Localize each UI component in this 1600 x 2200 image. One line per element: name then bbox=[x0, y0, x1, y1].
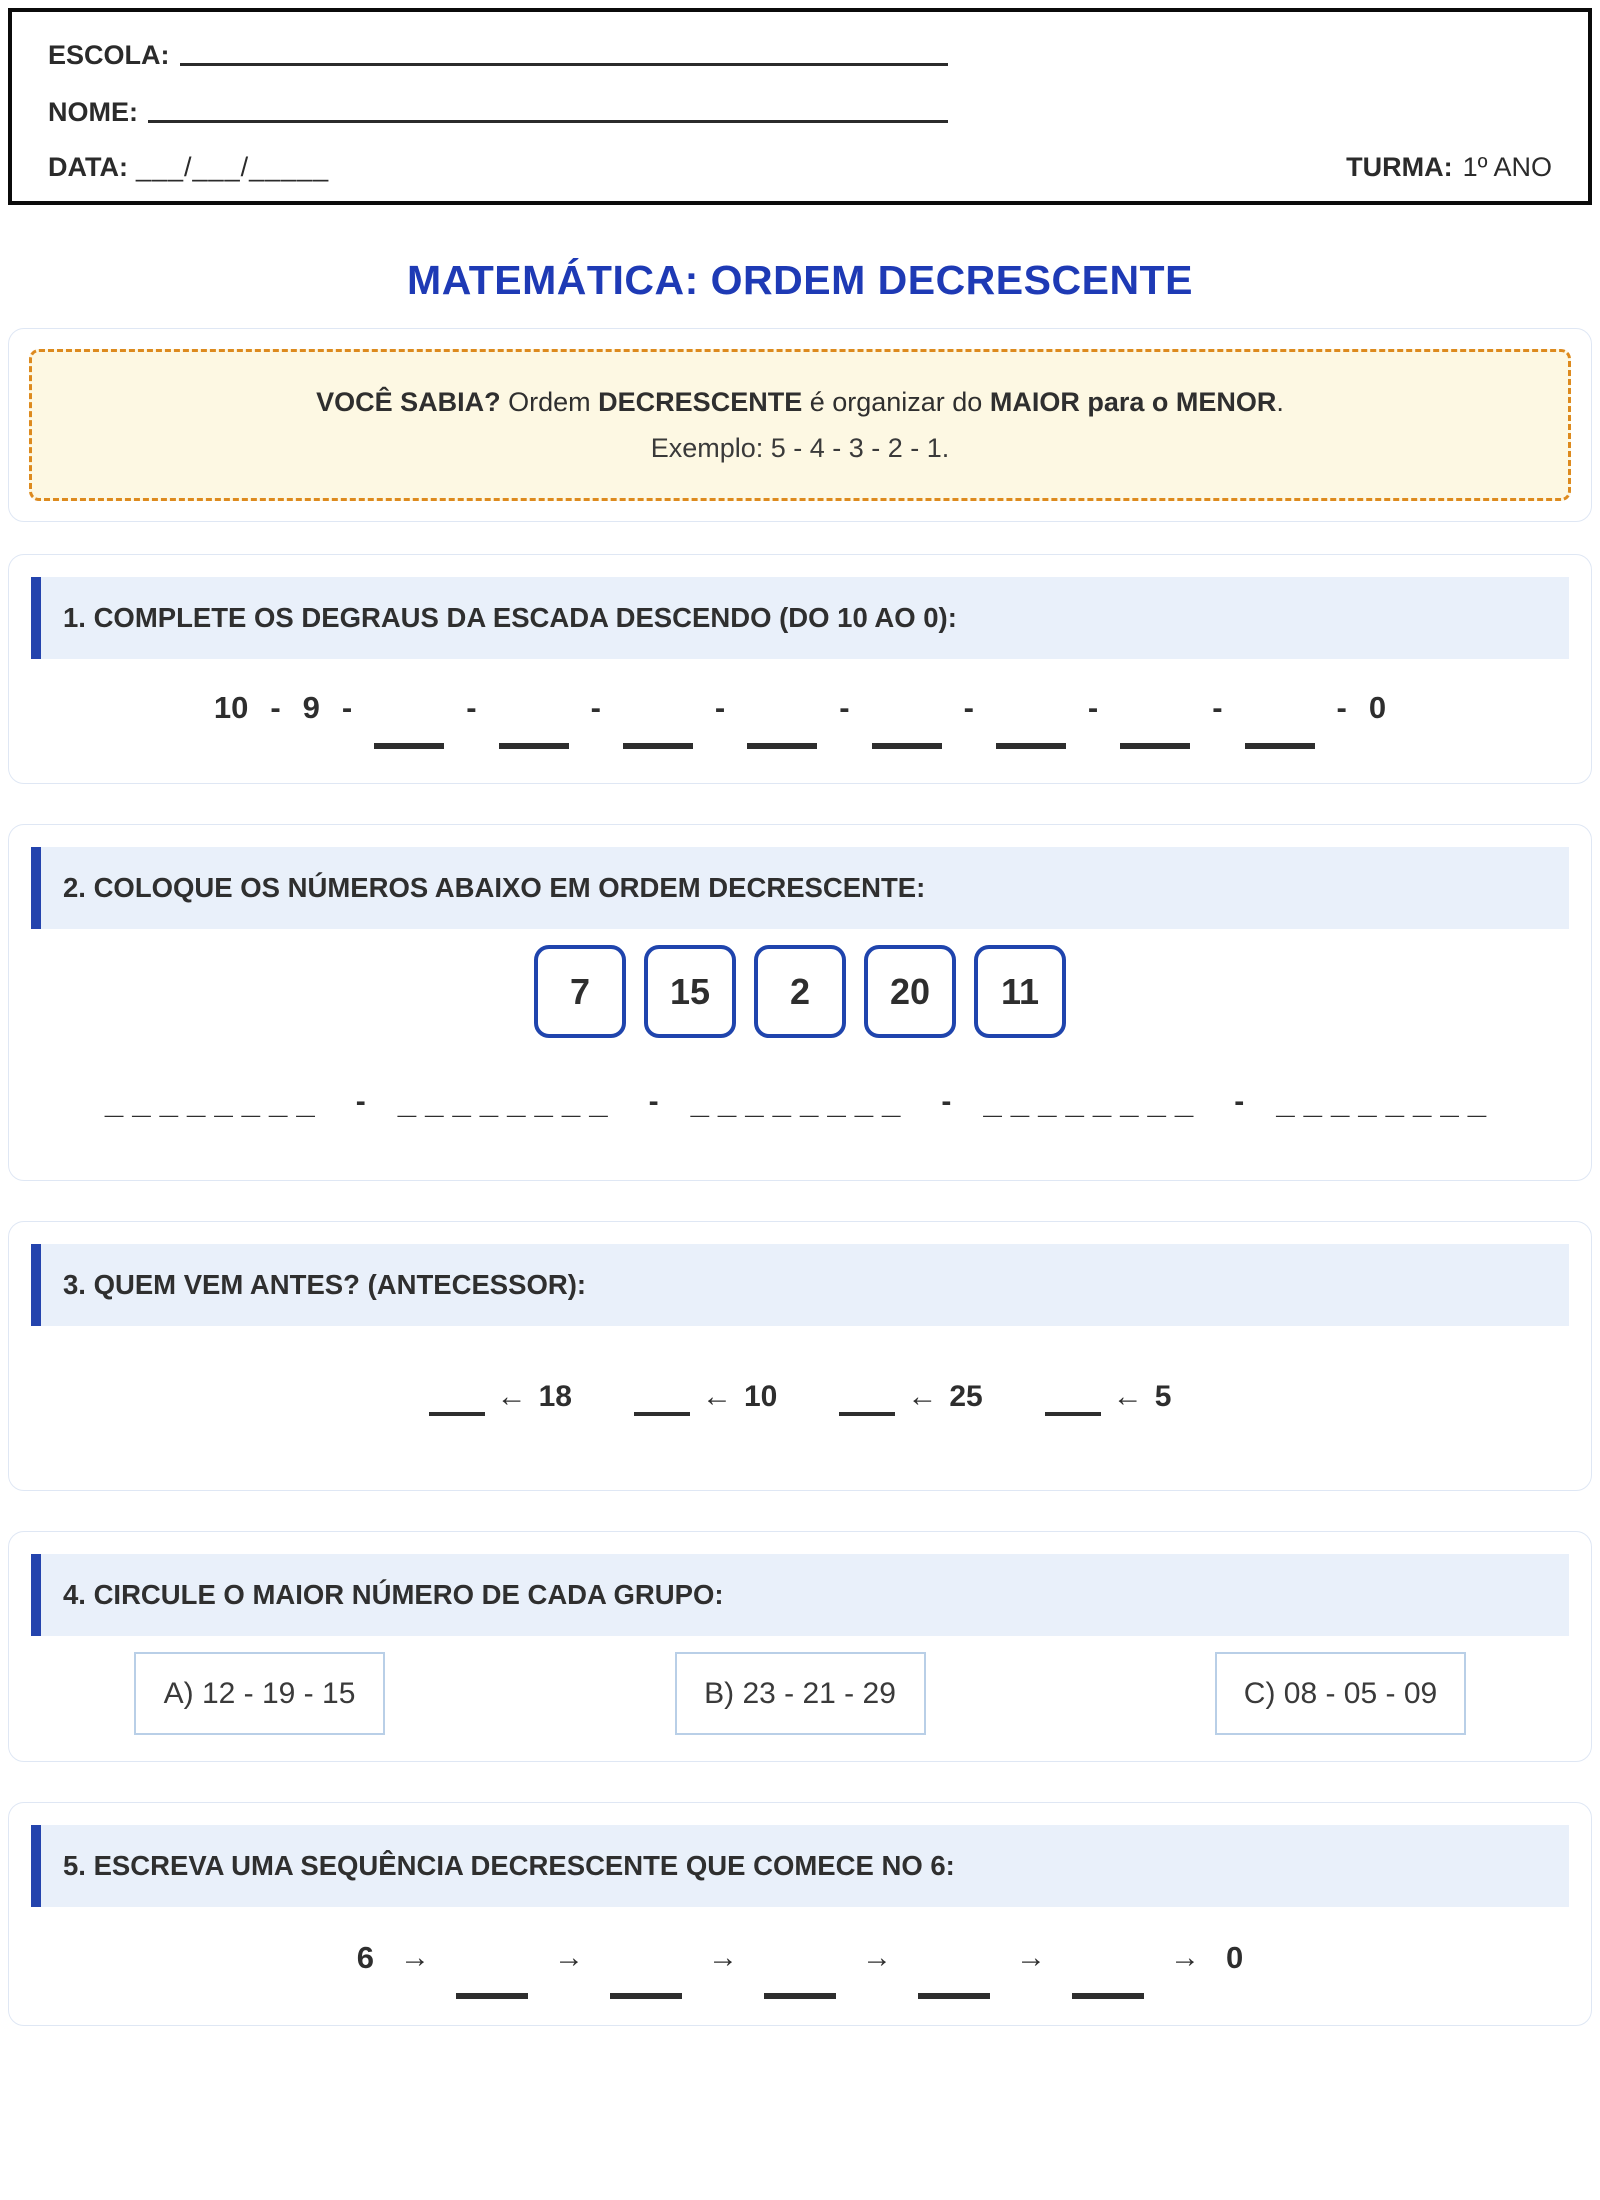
section-4-header: 4. CIRCULE O MAIOR NÚMERO DE CADA GRUPO: bbox=[31, 1554, 1569, 1636]
dash-separator: - bbox=[839, 690, 850, 725]
dash-separator: - bbox=[1234, 1085, 1245, 1118]
section-3-header: 3. QUEM VEM ANTES? (ANTECESSOR): bbox=[31, 1244, 1569, 1326]
answer-blank[interactable]: ________ bbox=[690, 1083, 910, 1120]
dash-separator: - bbox=[590, 690, 601, 725]
answer-blank[interactable] bbox=[1045, 1378, 1101, 1416]
section-1-header: 1. COMPLETE OS DEGRAUS DA ESCADA DESCENDO (DO 10 AO 0): bbox=[31, 577, 1569, 659]
section-3-card bbox=[8, 1221, 1592, 1491]
answer-blank[interactable] bbox=[634, 1378, 690, 1416]
answer-blank[interactable] bbox=[1120, 685, 1190, 749]
page-title: MATEMÁTICA: ORDEM DECRESCENTE bbox=[407, 257, 1193, 303]
number-card bbox=[974, 945, 1066, 1038]
sequence-number: 0 bbox=[1368, 690, 1387, 725]
date-label: DATA: bbox=[48, 152, 128, 182]
number-groups-row bbox=[9, 1652, 1591, 1735]
antecessor-item bbox=[634, 1378, 777, 1416]
number-card bbox=[754, 945, 846, 1038]
class-value: 1º ANO bbox=[1462, 152, 1552, 182]
dash-separator: - bbox=[714, 690, 726, 725]
answer-blank[interactable] bbox=[764, 1935, 836, 1999]
antecessor-item bbox=[429, 1378, 572, 1416]
dash-separator: - bbox=[270, 690, 281, 725]
name-input-line[interactable] bbox=[148, 95, 948, 123]
answer-blank[interactable] bbox=[872, 685, 942, 749]
know-seg4: MAIOR para o MENOR bbox=[989, 387, 1277, 417]
right-arrow-icon: → bbox=[862, 1941, 892, 1974]
section-4-card bbox=[8, 1531, 1592, 1762]
know-seg5: . bbox=[1276, 387, 1284, 417]
antecessor-number: 5 bbox=[1154, 1380, 1172, 1413]
dash-separator: - bbox=[466, 690, 477, 725]
answer-blank[interactable] bbox=[610, 1935, 682, 1999]
answer-blank[interactable] bbox=[747, 685, 817, 749]
left-arrow-icon: ← bbox=[496, 1380, 527, 1413]
school-row bbox=[48, 38, 948, 71]
dash-separator: - bbox=[941, 1085, 952, 1118]
left-arrow-icon: ← bbox=[1112, 1380, 1143, 1413]
answer-blank[interactable] bbox=[499, 685, 569, 749]
stair-sequence-row bbox=[9, 685, 1591, 749]
section-2-card bbox=[8, 824, 1592, 1181]
number-card-value: 2 bbox=[789, 970, 811, 1012]
answer-blank[interactable] bbox=[839, 1378, 895, 1416]
number-group-box-a[interactable]: A) 12 - 19 - 15 bbox=[134, 1652, 385, 1735]
antecessor-row bbox=[9, 1378, 1591, 1416]
right-arrow-icon: → bbox=[400, 1941, 430, 1974]
number-card-value: 11 bbox=[1000, 970, 1040, 1012]
dash-separator: - bbox=[963, 690, 974, 725]
antecessor-number: 10 bbox=[743, 1380, 778, 1413]
left-arrow-icon: ← bbox=[907, 1380, 938, 1413]
antecessor-number: 18 bbox=[538, 1380, 572, 1413]
ordering-answer-row bbox=[9, 1082, 1591, 1122]
sequence-number: 10 bbox=[213, 690, 249, 725]
school-input-line[interactable] bbox=[180, 38, 949, 66]
know-seg1: Ordem bbox=[500, 387, 599, 417]
name-row bbox=[48, 95, 948, 128]
know-label: VOCÊ SABIA? bbox=[316, 387, 501, 417]
answer-blank[interactable] bbox=[1245, 685, 1315, 749]
antecessor-number: 25 bbox=[949, 1380, 983, 1413]
did-you-know-box bbox=[29, 349, 1571, 501]
dash-separator: - bbox=[1212, 690, 1223, 725]
answer-blank[interactable] bbox=[623, 685, 693, 749]
class-group bbox=[1346, 152, 1552, 183]
did-you-know-text bbox=[52, 382, 1548, 422]
right-arrow-icon: → bbox=[708, 1941, 738, 1974]
date-class-row bbox=[48, 152, 1552, 183]
left-arrow-icon: ← bbox=[701, 1380, 732, 1413]
descending-sequence-row bbox=[9, 1935, 1591, 1999]
student-info-box bbox=[8, 8, 1592, 205]
sequence-number: 6 bbox=[356, 1940, 374, 1975]
number-cards-row bbox=[9, 945, 1591, 1038]
section-5-card bbox=[8, 1802, 1592, 2026]
answer-blank[interactable] bbox=[429, 1378, 485, 1416]
know-seg3: é organizar do bbox=[802, 387, 990, 417]
dash-separator: - bbox=[355, 1085, 366, 1118]
number-card-value: 7 bbox=[569, 970, 591, 1012]
answer-blank[interactable] bbox=[996, 685, 1066, 749]
dash-separator: - bbox=[1087, 690, 1099, 725]
sequence-number: 0 bbox=[1226, 1940, 1244, 1975]
number-card-value: 15 bbox=[669, 970, 711, 1012]
antecessor-item bbox=[839, 1378, 982, 1416]
right-arrow-icon: → bbox=[554, 1941, 584, 1974]
section-5-header: 5. ESCREVA UMA SEQUÊNCIA DECRESCENTE QUE COMECE NO 6: bbox=[31, 1825, 1569, 1907]
section-1-card bbox=[8, 554, 1592, 784]
number-card bbox=[534, 945, 626, 1038]
school-label: ESCOLA: bbox=[48, 40, 170, 70]
answer-blank[interactable]: ________ bbox=[983, 1083, 1203, 1120]
answer-blank[interactable]: ________ bbox=[397, 1083, 617, 1120]
dash-separator: - bbox=[1336, 690, 1347, 725]
answer-blank[interactable] bbox=[374, 685, 444, 749]
intro-card bbox=[8, 328, 1592, 522]
answer-blank[interactable]: ________ bbox=[104, 1083, 324, 1120]
number-card bbox=[644, 945, 736, 1038]
dash-separator: - bbox=[648, 1085, 659, 1118]
know-seg2: DECRESCENTE bbox=[598, 387, 803, 417]
class-label: TURMA: bbox=[1346, 152, 1453, 182]
right-arrow-icon: → bbox=[1016, 1941, 1046, 1974]
date-group bbox=[48, 152, 329, 183]
answer-blank[interactable] bbox=[1072, 1935, 1144, 1999]
section-2-header: 2. COLOQUE OS NÚMEROS ABAIXO EM ORDEM DECRESCENTE: bbox=[31, 847, 1569, 929]
number-card-value: 20 bbox=[889, 970, 931, 1012]
example-text: Exemplo: 5 - 4 - 3 - 2 - 1. bbox=[650, 433, 950, 463]
sequence-number: 9 bbox=[302, 690, 320, 725]
answer-blank[interactable] bbox=[456, 1935, 528, 1999]
antecessor-item bbox=[1045, 1378, 1172, 1416]
number-group-box-c[interactable]: C) 08 - 05 - 09 bbox=[1215, 1652, 1466, 1735]
right-arrow-icon: → bbox=[1170, 1941, 1200, 1974]
answer-blank[interactable]: ________ bbox=[1276, 1083, 1496, 1120]
dash-separator: - bbox=[341, 690, 353, 725]
date-input-blanks[interactable]: ___/___/_____ bbox=[135, 152, 330, 182]
number-group-box-b[interactable]: B) 23 - 21 - 29 bbox=[675, 1652, 926, 1735]
answer-blank[interactable] bbox=[918, 1935, 990, 1999]
name-label: NOME: bbox=[48, 97, 138, 127]
number-card bbox=[864, 945, 956, 1038]
